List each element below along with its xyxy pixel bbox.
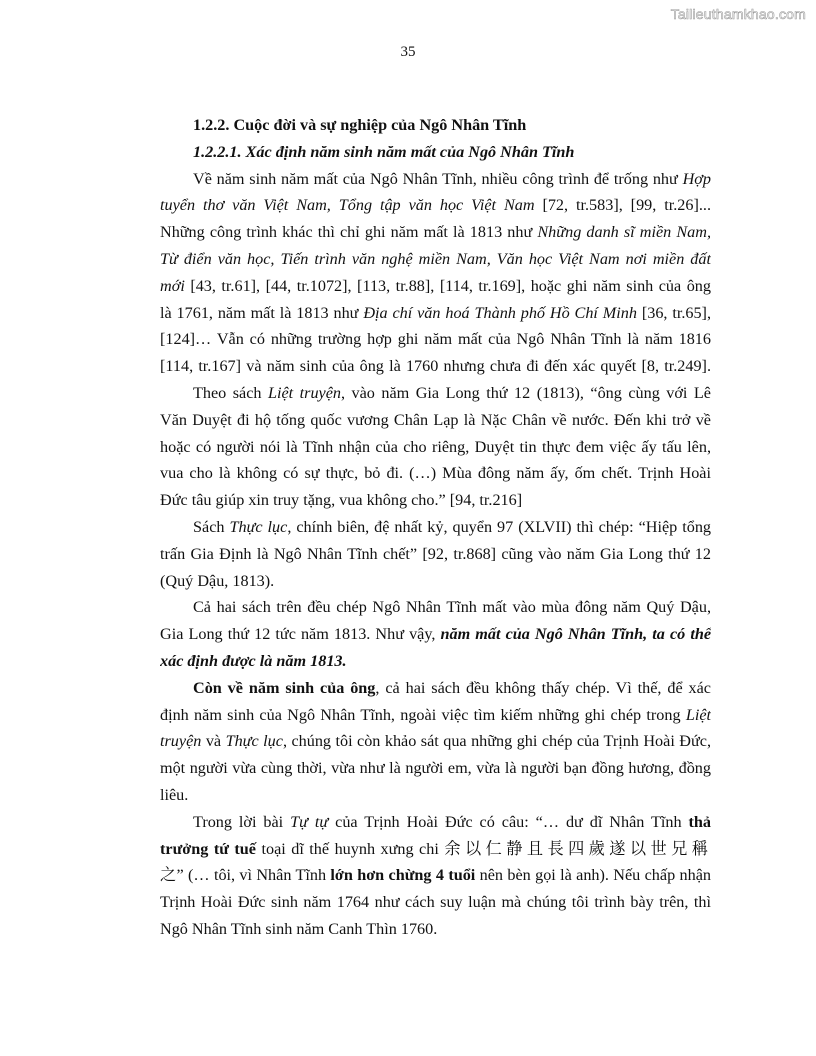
text-span: tuyển thơ văn Việt Nam, Tổng tập văn học Việt Nam — [160, 196, 535, 215]
text-span: Thực lục — [225, 732, 283, 751]
text-span: là 1761, năm mất là 1813 như — [160, 303, 364, 322]
text-line — [160, 460, 711, 487]
text-span: Gia Long thứ 12 tức năm 1813. Như vậy, — [160, 625, 441, 644]
text-span: Hợp — [682, 169, 711, 188]
text-line — [160, 487, 711, 514]
text-line — [160, 326, 711, 353]
text-span: trưởng tứ tuế — [160, 839, 256, 858]
text-span: lớn hơn chừng 4 tuổi — [330, 866, 476, 885]
text-line — [160, 809, 711, 836]
text-line — [160, 434, 711, 461]
text-line — [160, 273, 711, 300]
text-line — [160, 836, 711, 863]
text-span: trấn Gia Định là Ngô Nhân Tĩnh chết” [92, tr.868] cũng vào năm Gia Long thứ 12 — [160, 544, 711, 563]
text-span: (Quý Dậu, 1813). — [160, 571, 275, 590]
text-span: 余以仁静且長四歲遂以世兄稱 — [444, 839, 711, 858]
text-span: toại dĩ thế huynh xưng chi — [256, 839, 445, 858]
text-span: Đức tâu giúp xin truy tặng, vua không cho.” [94, tr.216] — [160, 491, 523, 510]
text-span: Cả hai sách trên đều chép Ngô Nhân Tĩnh mất vào mùa đông năm Quý Dậu, — [193, 598, 711, 617]
text-span: liêu. — [160, 785, 189, 804]
text-span: xác định được là năm 1813. — [160, 651, 347, 670]
text-span: [43, tr.61], [44, tr.1072], [113, tr.88], [114, tr.169], hoặc ghi năm sinh của ông — [184, 276, 711, 295]
text-span: Còn về năm sinh của ông — [193, 678, 376, 697]
text-span: Thực lục — [229, 517, 288, 536]
text-span: truyện — [160, 732, 202, 751]
text-line — [160, 782, 711, 809]
text-line — [160, 139, 711, 166]
text-span: mới — [160, 276, 185, 295]
text-line — [160, 728, 711, 755]
text-line — [160, 353, 711, 380]
text-line — [160, 648, 711, 675]
text-span: [124]… Vẫn có những trường hợp ghi năm mất của Ngô Nhân Tĩnh là năm 1816 — [160, 330, 711, 349]
page-number: 35 — [400, 44, 416, 60]
text-span: , cả hai sách đều không thấy chép. Vì thế, để xác — [375, 678, 711, 697]
text-line — [160, 916, 711, 943]
text-line — [160, 112, 711, 139]
text-span: vua cho là không có sự thực, bỏ đi. (…) Mùa đông năm ấy, ốm chết. Trịnh Hoài — [160, 464, 711, 483]
text-span: [36, tr.65], — [636, 303, 711, 322]
text-line — [160, 862, 711, 889]
text-span: , vào năm Gia Long thứ 12 (1813), “ông cùng với Lê — [341, 383, 711, 402]
text-line — [160, 541, 711, 568]
text-span: , chúng tôi còn khảo sát qua những ghi chép của Trịnh Hoài Đức, — [282, 732, 711, 751]
text-span: định năm sinh của Ngô Nhân Tĩnh, ngoài việc tìm kiếm những ghi chép trong — [160, 705, 686, 724]
text-line — [160, 192, 711, 219]
text-line — [160, 166, 711, 193]
text-span: của Trịnh Hoài Đức có câu: “… dư dĩ Nhân Tĩnh — [328, 812, 689, 831]
text-span: 1.2.2. Cuộc đời và sự nghiệp của Ngô Nhân Tĩnh — [193, 116, 527, 134]
text-line — [160, 246, 711, 273]
text-line — [160, 407, 711, 434]
text-line — [160, 380, 711, 407]
text-span: và — [201, 732, 226, 751]
text-line — [160, 755, 711, 782]
text-line — [160, 219, 711, 246]
text-span: nên bèn gọi là anh). Nếu chấp nhận — [475, 866, 711, 885]
text-span: Những danh sĩ miền Nam, — [537, 223, 711, 242]
text-line — [160, 300, 711, 327]
text-span: , chính biên, đệ nhất kỷ, quyển 97 (XLVII) thì chép: “Hiệp tổng — [287, 517, 711, 536]
text-span: Liệt truyện — [267, 383, 341, 402]
text-line — [160, 702, 711, 729]
text-span: Trịnh Hoài Đức sinh năm 1764 như cách suy luận mà chúng tôi trình bày trên, thì — [160, 893, 711, 912]
text-span: Văn Duyệt đi hộ tống quốc vương Chân Lạp là Nặc Chân về nước. Đến khi trở về — [160, 410, 711, 429]
watermark: Tailieuthamkhao.com — [670, 6, 806, 22]
text-span: Từ điển văn học, Tiến trình văn nghệ miền Nam, Văn học Việt Nam nơi miền đất — [160, 249, 711, 268]
text-line — [160, 514, 711, 541]
text-span: Địa chí văn hoá Thành phố Hồ Chí Minh — [363, 303, 637, 322]
text-line — [160, 675, 711, 702]
text-span: Theo sách — [193, 383, 268, 402]
text-line — [160, 594, 711, 621]
text-span: Sách — [193, 517, 230, 536]
text-span: Về năm sinh năm mất của Ngô Nhân Tĩnh, nhiều công trình để trống như — [193, 169, 683, 188]
text-span: [72, tr.583], [99, tr.26]... — [534, 196, 711, 215]
text-line — [160, 621, 711, 648]
text-span: Những công trình khác thì chỉ ghi năm mất là 1813 như — [160, 223, 538, 242]
text-span: năm mất của Ngô Nhân Tĩnh, ta có thể — [440, 625, 711, 644]
text-span: Ngô Nhân Tĩnh sinh năm Canh Thìn 1760. — [160, 919, 438, 938]
text-span: Tự tự — [290, 812, 329, 831]
text-span: hoặc có người nói là Tĩnh nhận của cho riêng, Duyệt tin thực đem việc ấy tấu lên, — [160, 437, 711, 456]
text-span: [114, tr.167] và năm sinh của ông là 1760 nhưng chưa đi đến xác quyết [8, tr.249]. — [160, 357, 711, 376]
text-span: một người vừa cùng thời, vừa như là người em, vừa là người bạn đồng hương, đồng — [160, 759, 711, 778]
text-line — [160, 568, 711, 595]
text-span: Trong lời bài — [193, 812, 291, 831]
document-body — [160, 112, 711, 943]
text-span: thả — [688, 812, 711, 831]
text-span: Liệt — [685, 705, 711, 724]
text-span: 1.2.2.1. Xác định năm sinh năm mất của Ngô Nhân Tĩnh — [193, 142, 575, 161]
text-line — [160, 889, 711, 916]
text-span: 之” (… tôi, vì Nhân Tĩnh — [160, 866, 331, 885]
